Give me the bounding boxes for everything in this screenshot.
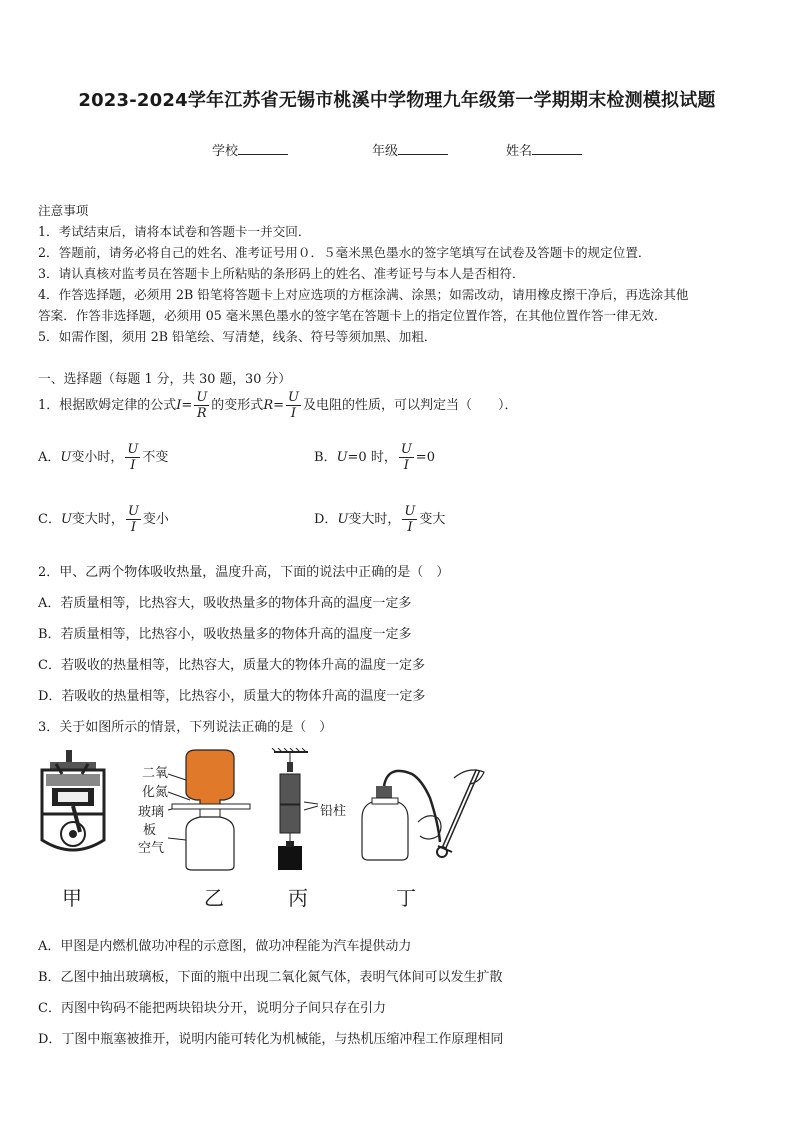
q3-option-b[interactable]: B．乙图中抽出玻璃板，下面的瓶中出现二氧化氮气体，表明气体间可以发生扩散: [38, 970, 503, 985]
fraction-u-over-i: $\frac{U}{I}$: [288, 390, 299, 421]
caption-ding: 丁: [396, 886, 416, 910]
note-item: 答案．作答非选择题，必须用 05 毫米黑色墨水的签字笔在答题卡上的指定位置作答，在其他位置作答一律无效．: [38, 308, 667, 323]
caption-bing: 丙: [288, 886, 308, 910]
grade-label: 年级: [372, 144, 399, 159]
note-item: 2．答题前，请务必将自己的姓名、准考证号用０．５毫米黑色墨水的签字笔填写在试卷及答题卡的规定位置．: [38, 245, 651, 260]
q3-option-d[interactable]: D．丁图中瓶塞被推开，说明内能可转化为机械能，与热机压缩冲程工作原理相同: [38, 1032, 504, 1047]
q1-option-a[interactable]: A．U变小时， $\frac{U}{I}$ 不变: [38, 442, 169, 473]
q2-option-c[interactable]: C．若吸收的热量相等，比热容大，质量大的物体升高的温度一定多: [38, 658, 425, 673]
q2-option-b[interactable]: B．若质量相等，比热容小，吸收热量多的物体升高的温度一定多: [38, 627, 412, 642]
q1-option-b[interactable]: B．U=0 时， $\frac{U}{I}$ =0: [314, 442, 435, 473]
name-blank: [532, 143, 582, 155]
note-item: 1．考试结束后，请将本试卷和答题卡一并交回．: [38, 224, 311, 239]
note-item: 5．如需作图，须用 2B 铅笔绘、写清楚，线条、符号等须加黑、加粗．: [38, 329, 437, 344]
school-label: 学校: [212, 144, 239, 159]
label-no2-line1: 二氧: [142, 766, 169, 781]
fraction-u-over-r: $\frac{U}{R}$: [196, 390, 208, 421]
q2-option-d[interactable]: D．若吸收的热量相等，比热容小，质量大的物体升高的温度一定多: [38, 689, 426, 704]
question-2-stem: 2．甲、乙两个物体吸收热量，温度升高，下面的说法中正确的是（ ）: [38, 565, 450, 580]
q1-option-d[interactable]: D．U变大时， $\frac{U}{I}$ 变大: [314, 504, 446, 535]
q1-option-c[interactable]: C．U变大时， $\frac{U}{I}$ 变小: [38, 504, 169, 535]
name-field[interactable]: [506, 140, 582, 159]
label-lead-column: 铅柱: [320, 804, 347, 819]
q2-option-a[interactable]: A．若质量相等，比热容大，吸收热量多的物体升高的温度一定多: [38, 596, 412, 611]
label-no2-line2: 化氮: [142, 785, 169, 800]
caption-yi: 乙: [204, 886, 224, 910]
question-3-stem: 3．关于如图所示的情景，下列说法正确的是（ ）: [38, 720, 333, 735]
grade-field[interactable]: [372, 140, 448, 159]
label-air: 空气: [138, 841, 165, 856]
caption-jia: 甲: [62, 886, 82, 910]
q3-option-c[interactable]: C．丙图中钩码不能把两块铅块分开，说明分子间只存在引力: [38, 1001, 386, 1016]
label-glass-line1: 玻璃: [138, 805, 165, 820]
note-item: 4．作答选择题，必须用 2B 铅笔将答题卡上对应选项的方框涂满、涂黑；如需改动，请用橡皮擦干净后，再选涂其他: [38, 287, 689, 302]
engine-figure: [38, 748, 108, 858]
section-heading: 一、选择题（每题 1 分，共 30 题，30 分）: [38, 372, 292, 387]
notes-heading: 注意事项: [38, 203, 89, 218]
note-item: 3．请认真核对监考员在答题卡上所粘贴的条形码上的姓名、准考证号与本人是否相符．: [38, 266, 525, 281]
question-1-stem: 1．根据欧姆定律的公式I= $\frac{U}{R}$ 的变形式R= $\frac{U}{I}$ 及电阻的性质，可以判定当（ ）．: [38, 390, 518, 421]
label-glass-line2: 板: [143, 823, 157, 838]
school-blank: [238, 143, 288, 155]
grade-blank: [398, 143, 448, 155]
school-field[interactable]: [212, 140, 288, 159]
name-label: 姓名: [506, 144, 533, 159]
diffusion-figure: [164, 748, 254, 872]
q3-option-a[interactable]: A．甲图是内燃机做功冲程的示意图，做功冲程能为汽车提供动力: [38, 939, 412, 954]
pump-bottle-figure: [358, 762, 488, 866]
page-title: 2023-2024学年江苏省无锡市桃溪中学物理九年级第一学期期末检测模拟试题: [78, 90, 716, 111]
lead-column-figure: [268, 748, 324, 872]
